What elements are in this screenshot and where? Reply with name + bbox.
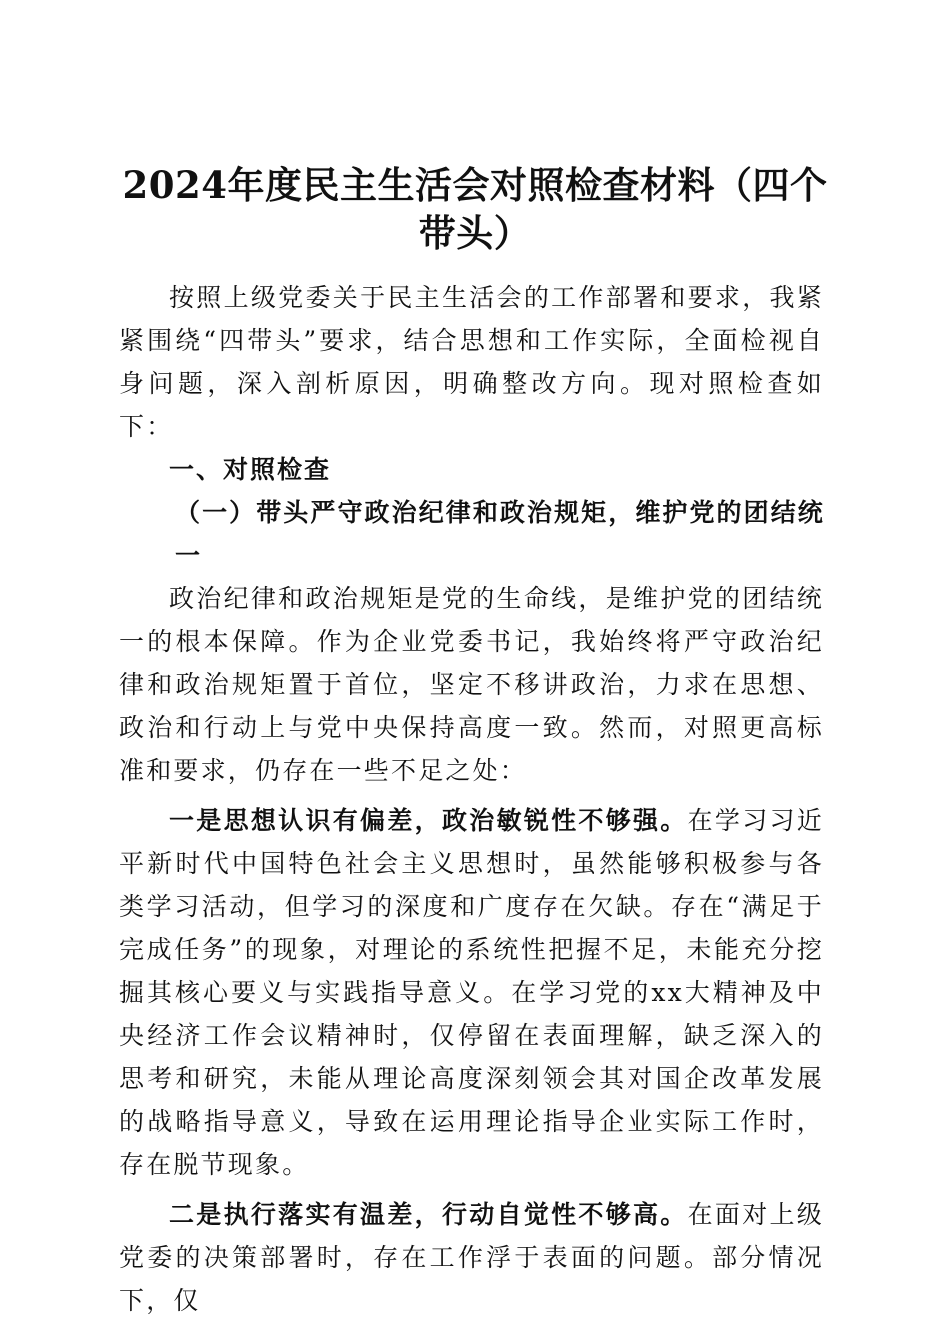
point-one-paragraph [119, 799, 824, 1186]
political-discipline-paragraph: 政治纪律和政治规矩是党的生命线，是维护党的团结统一的根本保障。作为企业党委书记，我始终将严守政治纪律和政治规矩置于首位，坚定不移讲政治，力求在思想、政治和行动上与党中央保持高度一致。然而，对照更高标准和要求，仍存在一些不足之处： [119, 584, 824, 785]
point-two-paragraph [119, 1193, 824, 1322]
document-body [119, 276, 824, 1322]
point-one-body: 在学习习近平新时代中国特色社会主义思想时，虽然能够积极参与各类学习活动，但学习的深度和广度存在欠缺。存在“满足于完成任务”的现象，对理论的系统性把握不足，未能充分挖掘其核心要义与实践指导意义。在学习党的xx大精神及中央经济工作会议精神时，仅停留在表面理解，缺乏深入的思考和研究，未能从理论高度深刻领会其对国企改革发展的战略指导意义，导致在运用理论指导企业实际工作时，存在脱节现象。 [119, 806, 824, 1179]
point-two-lead: 二是执行落实有温差，行动自觉性不够高。 [169, 1200, 688, 1229]
subsection-heading-political-discipline: （一）带头严守政治纪律和政治规矩，维护党的团结统一 [175, 498, 824, 570]
section-heading-comparison-check: 一、对照检查 [169, 455, 332, 484]
point-two-body: 在面对上级党委的决策部署时，存在工作浮于表面的问题。部分情况下，仅 [119, 1200, 824, 1315]
intro-paragraph: 按照上级党委关于民主生活会的工作部署和要求，我紧紧围绕“四带头”要求，结合思想和工作实际，全面检视自身问题，深入剖析原因，明确整改方向。现对照检查如下： [119, 283, 824, 441]
document-title: 2024年度民主生活会对照检查材料（四个带头） [122, 162, 828, 255]
point-one-lead: 一是思想认识有偏差，政治敏锐性不够强。 [169, 806, 688, 835]
